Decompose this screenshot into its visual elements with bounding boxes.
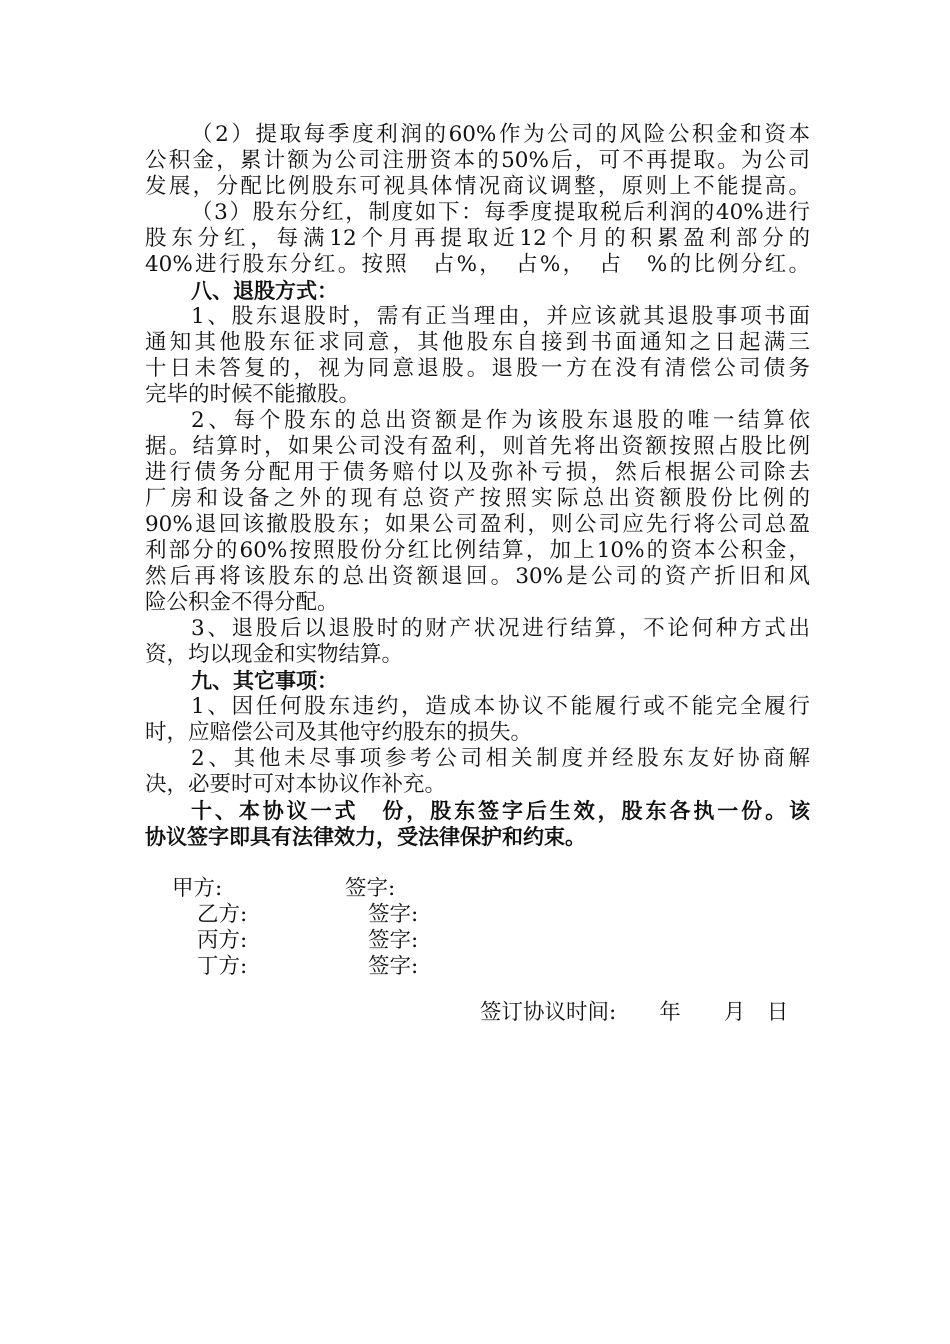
paragraph-line: 时，应赔偿公司及其他守约股东的损失。 — [145, 720, 533, 745]
paragraph-line: 2、其他未尽事项参考公司相关制度并经股东友好协商解 — [191, 746, 810, 771]
paragraph-line: 1、因任何股东违约，造成本协议不能履行或不能完全履行 — [191, 694, 810, 719]
signature-label: 签字: — [345, 876, 396, 901]
party-b-label: 乙方: — [197, 902, 248, 927]
section-heading: 协议签字即具有法律效力，受法律保护和约束。 — [145, 825, 586, 849]
paragraph-line: 完毕的时候不能撤股。 — [145, 382, 361, 407]
paragraph-line: 厂房和设备之外的现有总资产按照实际总出资额股份比例的 — [145, 486, 810, 511]
party-a-label: 甲方: — [172, 876, 223, 901]
section-heading: 十、本协议一式 份，股东签字后生效，股东各执一份。该 — [191, 799, 810, 823]
paragraph-line: 资，均以现金和实物结算。 — [145, 642, 404, 667]
signature-label: 签字: — [368, 902, 419, 927]
signature-label: 签字: — [368, 954, 419, 979]
paragraph-line: （3）股东分红，制度如下：每季度提取税后利润的40%进行 — [191, 200, 810, 225]
paragraph-line: 据。结算时，如果公司没有盈利，则首先将出资额按照占股比例 — [145, 434, 810, 459]
paragraph-line: 进行债务分配用于债务赔付以及弥补亏损，然后根据公司除去 — [145, 460, 810, 485]
paragraph-line: 利部分的60%按照股份分红比例结算，加上10%的资本公积金， — [145, 538, 810, 563]
paragraph-line: 2、每个股东的总出资额是作为该股东退股的唯一结算依 — [191, 408, 810, 433]
party-c-label: 丙方: — [197, 928, 248, 953]
paragraph-line: 90%退回该撤股股东；如果公司盈利，则公司应先行将公司总盈 — [145, 512, 810, 537]
agreement-date-line: 签订协议时间: 年 月 日 — [480, 1000, 789, 1025]
paragraph-line: 然后再将该股东的总出资额退回。30%是公司的资产折旧和风 — [145, 564, 810, 589]
paragraph-line: 1、股东退股时，需有正当理由，并应该就其退股事项书面 — [191, 304, 810, 329]
paragraph-line: 十日未答复的，视为同意退股。退股一方在没有清偿公司债务 — [145, 356, 810, 381]
paragraph-line: 决，必要时可对本协议作补充。 — [145, 772, 447, 797]
paragraph-line: 公积金，累计额为公司注册资本的50%后，可不再提取。为公司 — [145, 148, 810, 173]
party-d-label: 丁方: — [197, 954, 248, 979]
paragraph-line: 3、退股后以退股时的财产状况进行结算，不论何种方式出 — [191, 616, 810, 641]
section-heading: 九、其它事项： — [191, 669, 338, 693]
signature-label: 签字: — [368, 928, 419, 953]
paragraph-line: 发展，分配比例股东可视具体情况商议调整，原则上不能提高。 — [145, 174, 810, 199]
paragraph-line: 40%进行股东分红。按照 占%， 占%， 占 %的比例分红。 — [145, 252, 810, 277]
paragraph-line: 股东分红，每满12个月再提取近12个月的积累盈利部分的 — [145, 226, 810, 251]
paragraph-line: 险公积金不得分配。 — [145, 590, 339, 615]
section-heading: 八、退股方式： — [191, 279, 338, 303]
paragraph-line: 通知其他股东征求同意，其他股东自接到书面通知之日起满三 — [145, 330, 810, 355]
paragraph-line: （2）提取每季度利润的60%作为公司的风险公积金和资本 — [191, 122, 810, 147]
